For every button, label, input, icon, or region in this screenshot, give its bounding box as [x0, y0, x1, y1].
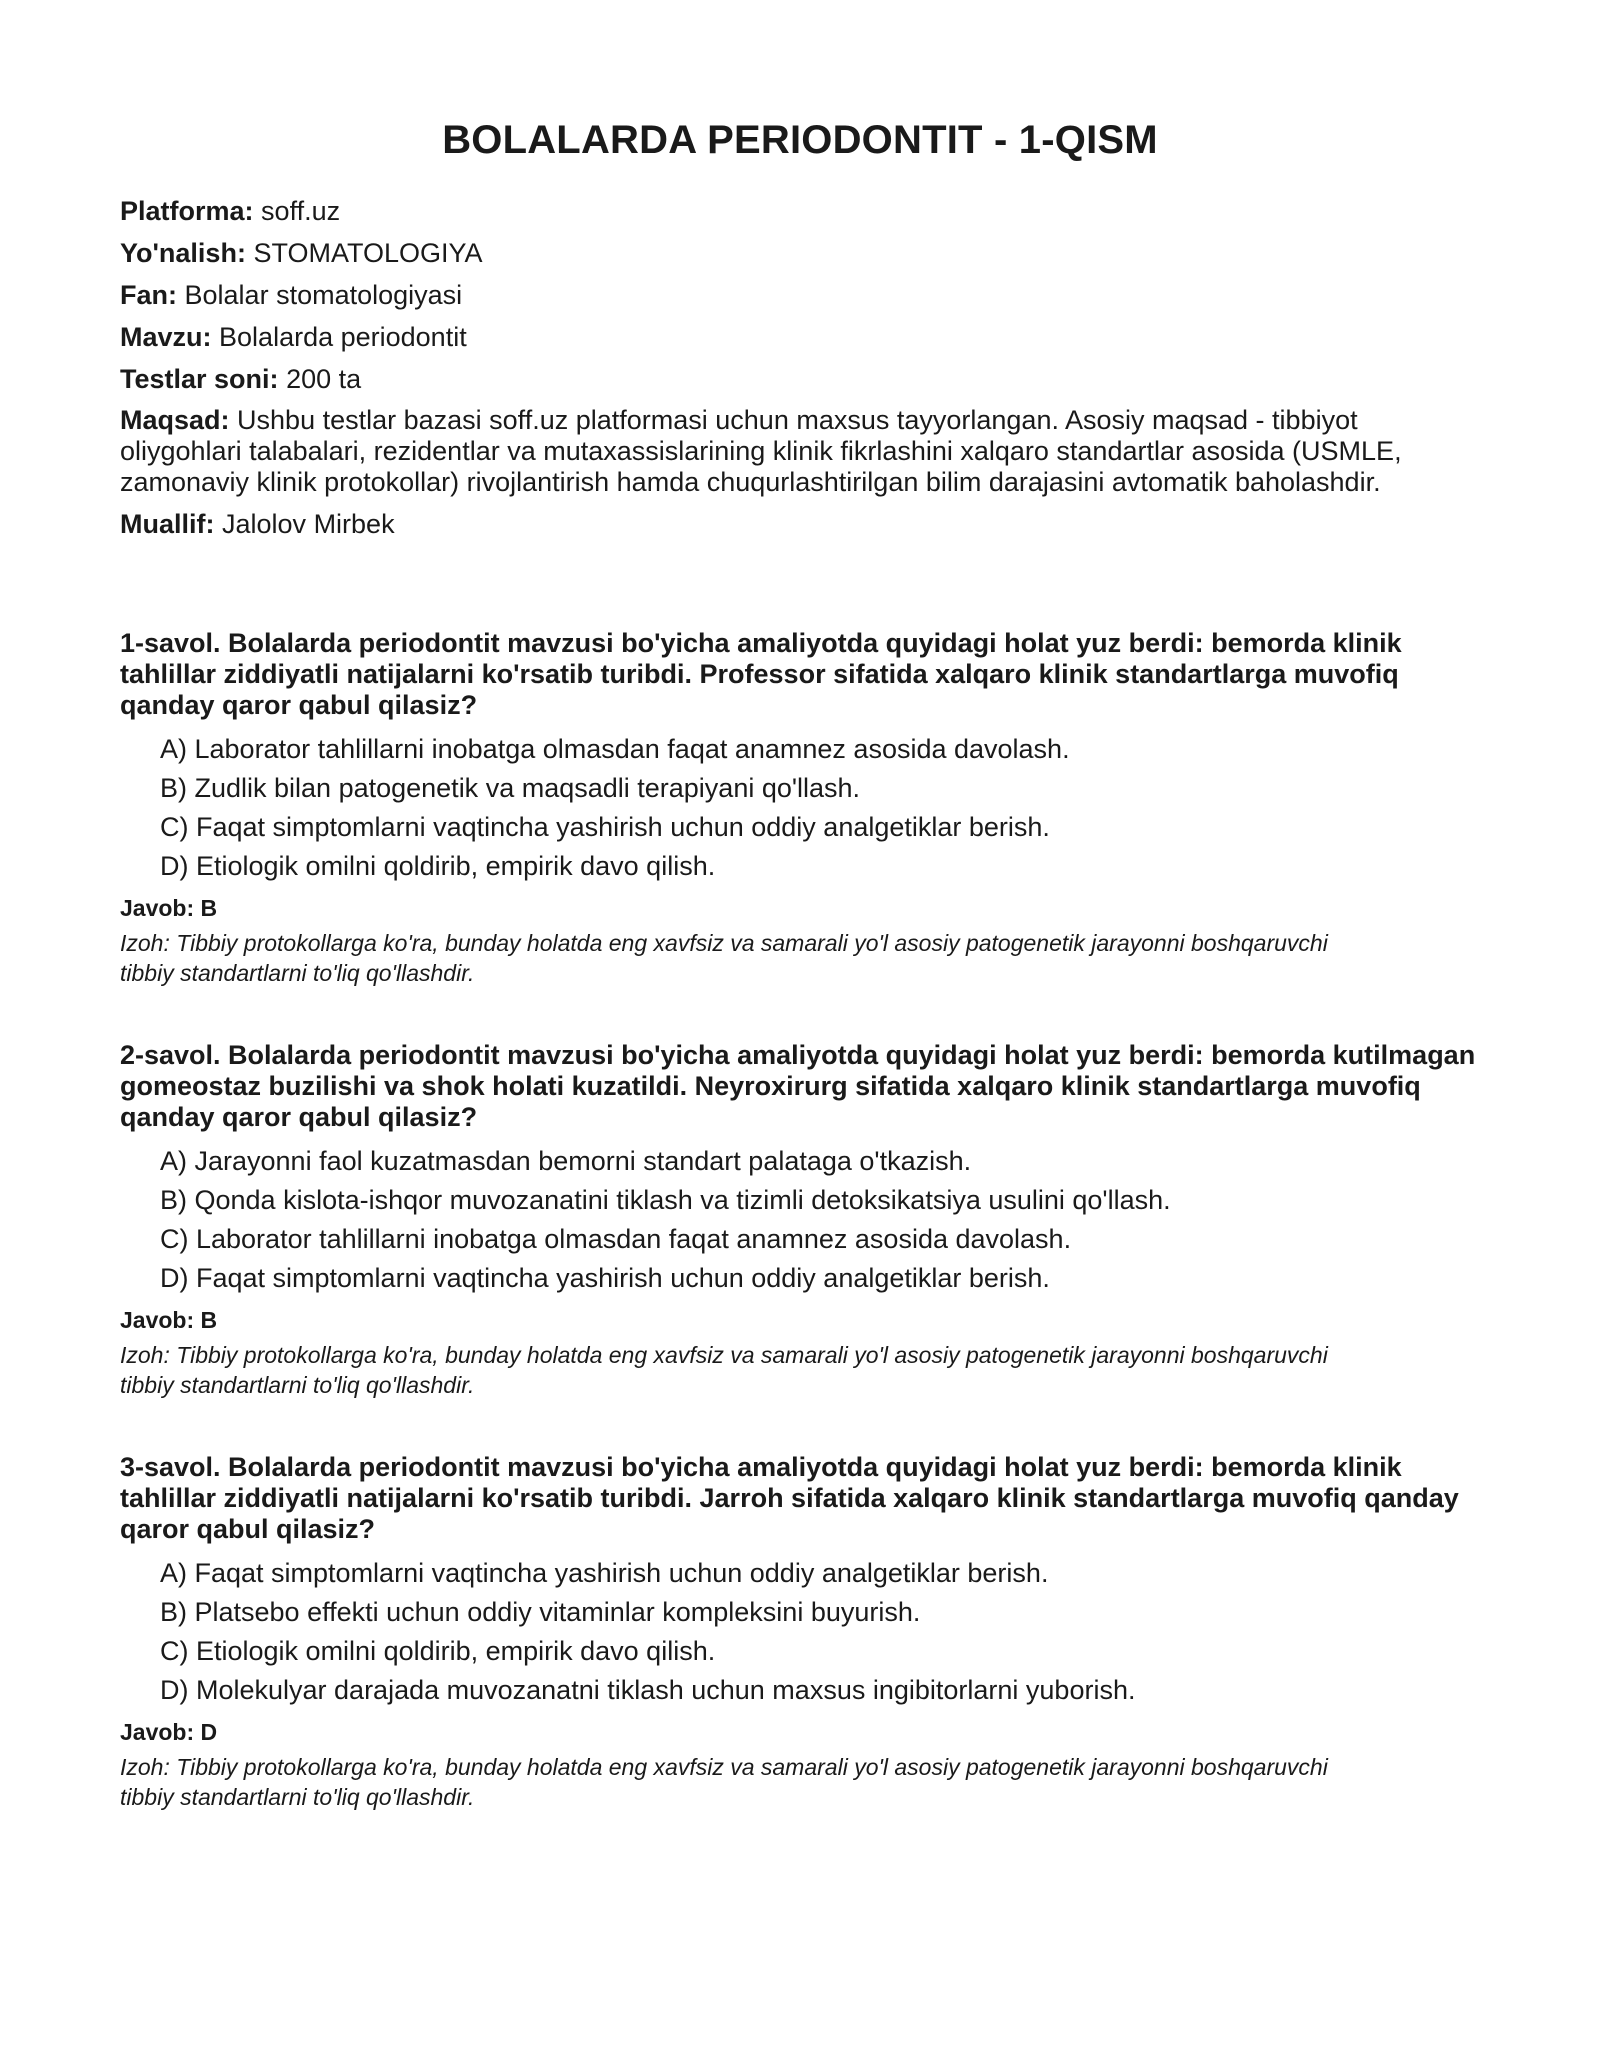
explanation: Izoh: Tibbiy protokollarga ko'ra, bunday holatda eng xavfsiz va samarali yo'l asosiy patogenetik jarayonni boshqaruvchi tibbiy standartlarni to'liq qo'llashdir. — [120, 1342, 1328, 1398]
option-a: A) Jarayonni faol kuzatmasdan bemorni standart palataga o'tkazish. — [160, 1146, 972, 1176]
meta-yonalish — [120, 237, 1480, 269]
question-3 — [120, 1452, 1480, 1812]
option-c: C) Etiologik omilni qoldirib, empirik davo qilish. — [160, 1636, 716, 1666]
answer: Javob: B — [120, 1307, 218, 1333]
option-c: C) Laborator tahlillarni inobatga olmasdan faqat anamnez asosida davolash. — [160, 1224, 1072, 1254]
meta-label: Mavzu: — [120, 322, 212, 352]
meta-label: Muallif: — [120, 509, 215, 539]
option-a: A) Laborator tahlillarni inobatga olmasdan faqat anamnez asosida davolash. — [160, 734, 1070, 764]
question-text: 3-savol. Bolalarda periodontit mavzusi bo'yicha amaliyotda quyidagi holat yuz berdi: bemorda klinik tahlillar ziddiyatli natijalarni ko'rsatib turibdi. Jarroh sifatida xalqaro klinik standartlarga muvofiq qanday qaror qabul qilasiz? — [120, 1452, 1459, 1544]
meta-testlar-soni — [120, 363, 1480, 395]
option-b: B) Platsebo effekti uchun oddiy vitaminlar kompleksini buyurish. — [160, 1597, 921, 1627]
section-spacer — [120, 550, 1480, 628]
question-text: 2-savol. Bolalarda periodontit mavzusi bo'yicha amaliyotda quyidagi holat yuz berdi: bemorda kutilmagan gomeostaz buzilishi va shok holati kuzatildi. Neyroxirurg sifatida xalqaro klinik standartlarga muvofiq qanday qaror qabul qilasiz? — [120, 1040, 1476, 1132]
option-b: B) Zudlik bilan patogenetik va maqsadli terapiyani qo'llash. — [160, 773, 861, 803]
meta-maqsad — [120, 405, 1480, 498]
question-1 — [120, 628, 1480, 988]
meta-mavzu — [120, 321, 1480, 353]
meta-label: Yo'nalish: — [120, 238, 246, 268]
meta-label: Fan: — [120, 280, 177, 310]
meta-fan — [120, 279, 1480, 311]
meta-platforma — [120, 195, 1480, 227]
meta-value: 200 ta — [286, 364, 362, 394]
page-title: BOLALARDA PERIODONTIT - 1-QISM — [442, 118, 1158, 162]
option-d: D) Faqat simptomlarni vaqtincha yashirish uchun oddiy analgetiklar berish. — [160, 1263, 1050, 1293]
meta-value: Bolalarda periodontit — [219, 322, 467, 352]
meta-value: STOMATOLOGIYA — [253, 238, 483, 268]
option-a: A) Faqat simptomlarni vaqtincha yashirish uchun oddiy analgetiklar berish. — [160, 1558, 1049, 1588]
question-text: 1-savol. Bolalarda periodontit mavzusi bo'yicha amaliyotda quyidagi holat yuz berdi: bemorda klinik tahlillar ziddiyatli natijalarni ko'rsatib turibdi. Professor sifatida xalqaro klinik standartlarga muvofiq qanday qaror qabul qilasiz? — [120, 628, 1402, 720]
options-list — [120, 1557, 1480, 1706]
option-d: D) Molekulyar darajada muvozanatni tiklash uchun maxsus ingibitorlarni yuborish. — [160, 1675, 1136, 1705]
meta-label: Maqsad: — [120, 405, 230, 435]
explanation: Izoh: Tibbiy protokollarga ko'ra, bunday holatda eng xavfsiz va samarali yo'l asosiy patogenetik jarayonni boshqaruvchi tibbiy standartlarni to'liq qo'llashdir. — [120, 1754, 1328, 1810]
answer: Javob: B — [120, 895, 218, 921]
options-list — [120, 1145, 1480, 1294]
meta-value: Bolalar stomatologiyasi — [184, 280, 463, 310]
meta-value: Ushbu testlar bazasi soff.uz platformasi uchun maxsus tayyorlangan. Asosiy maqsad - tibbiyot oliygohlari talabalari, rezidentlar va mutaxassislarining klinik fikrlashini xalqaro standartlar asosida (USMLE, zamonaviy klinik protokollar) rivojlantirish hamda chuqurlashtirilgan bilim darajasini avtomatik baholashdir. — [120, 405, 1402, 497]
explanation: Izoh: Tibbiy protokollarga ko'ra, bunday holatda eng xavfsiz va samarali yo'l asosiy patogenetik jarayonni boshqaruvchi tibbiy standartlarni to'liq qo'llashdir. — [120, 930, 1328, 986]
question-2 — [120, 1040, 1480, 1400]
meta-muallif — [120, 508, 1480, 540]
option-d: D) Etiologik omilni qoldirib, empirik davo qilish. — [160, 851, 716, 881]
option-b: B) Qonda kislota-ishqor muvozanatini tiklash va tizimli detoksikatsiya usulini qo'llash. — [160, 1185, 1171, 1215]
meta-value: soff.uz — [261, 196, 341, 226]
option-c: C) Faqat simptomlarni vaqtincha yashirish uchun oddiy analgetiklar berish. — [160, 812, 1050, 842]
answer: Javob: D — [120, 1719, 218, 1745]
meta-label: Platforma: — [120, 196, 254, 226]
meta-value: Jalolov Mirbek — [222, 509, 395, 539]
meta-label: Testlar soni: — [120, 364, 279, 394]
options-list — [120, 733, 1480, 882]
